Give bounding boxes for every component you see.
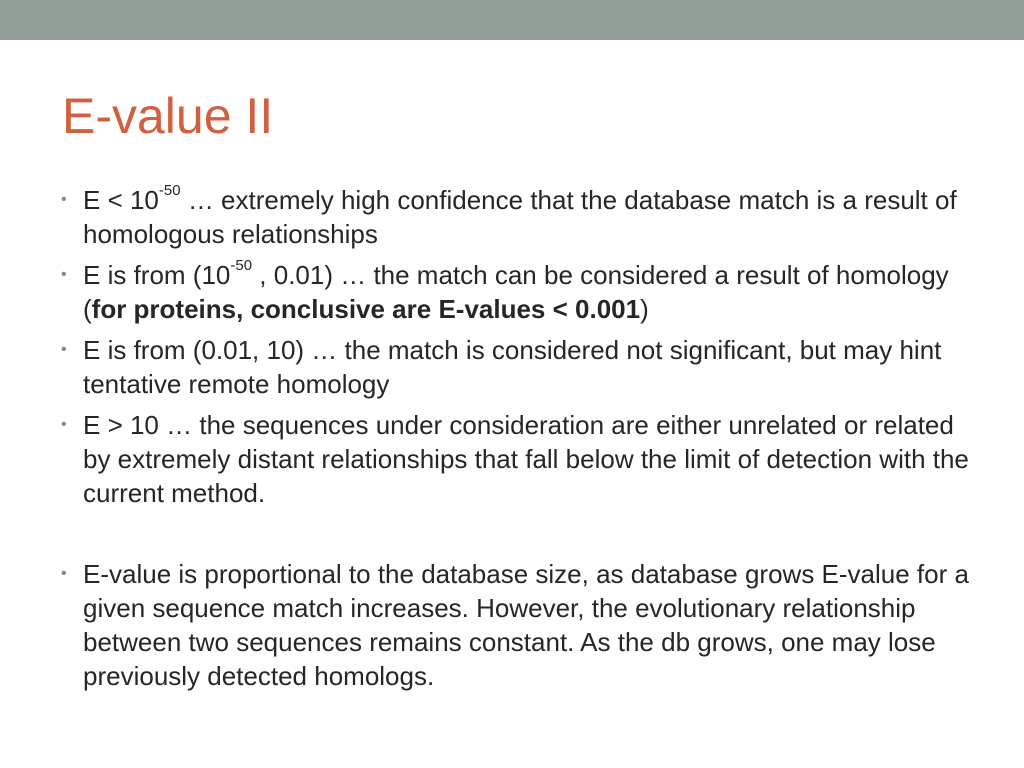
- bullet-icon: •: [61, 416, 67, 433]
- bullet-item-4: [61, 408, 981, 510]
- header-band: [0, 0, 1024, 40]
- bullet-icon: •: [61, 191, 67, 208]
- bullet-icon: •: [61, 266, 67, 283]
- bullet-text: E < 10: [83, 185, 159, 215]
- bullet-text: ): [640, 294, 649, 324]
- exponent: -50: [230, 257, 253, 275]
- bullet-list: [61, 183, 981, 700]
- bullet-text: E is from (0.01, 10) … the match is considered not significant, but may hint tentative remote homology: [83, 335, 942, 399]
- bullet-item-3: [61, 333, 981, 401]
- bullet-text: E-value is proportional to the database size, as database grows E-value for a given sequence match increases. However, the evolutionary relationship between two sequences remains constant. As the db grows, one may lose previously detected homologs.: [83, 559, 969, 691]
- exponent: -50: [158, 182, 181, 200]
- bullet-item-5: [61, 557, 981, 693]
- slide-title: E-value II: [62, 88, 274, 144]
- bullet-emphasis: for proteins, conclusive are E-values < 0.001: [91, 294, 641, 324]
- bullet-icon: •: [61, 565, 67, 582]
- bullet-text: … extremely high confidence that the database match is a result of homologous relationships: [83, 185, 957, 249]
- bullet-text: E > 10 … the sequences under consideration are either unrelated or related by extremely distant relationships that fall below the limit of detection with the current method.: [83, 410, 969, 508]
- bullet-item-1: [61, 183, 981, 251]
- bullet-text: E is from (10: [83, 260, 231, 290]
- bullet-spacer: [61, 517, 981, 557]
- bullet-item-2: [61, 258, 981, 326]
- bullet-text: , 0.01) … the match can be considered a result of homology (: [83, 260, 949, 324]
- bullet-icon: •: [61, 341, 67, 358]
